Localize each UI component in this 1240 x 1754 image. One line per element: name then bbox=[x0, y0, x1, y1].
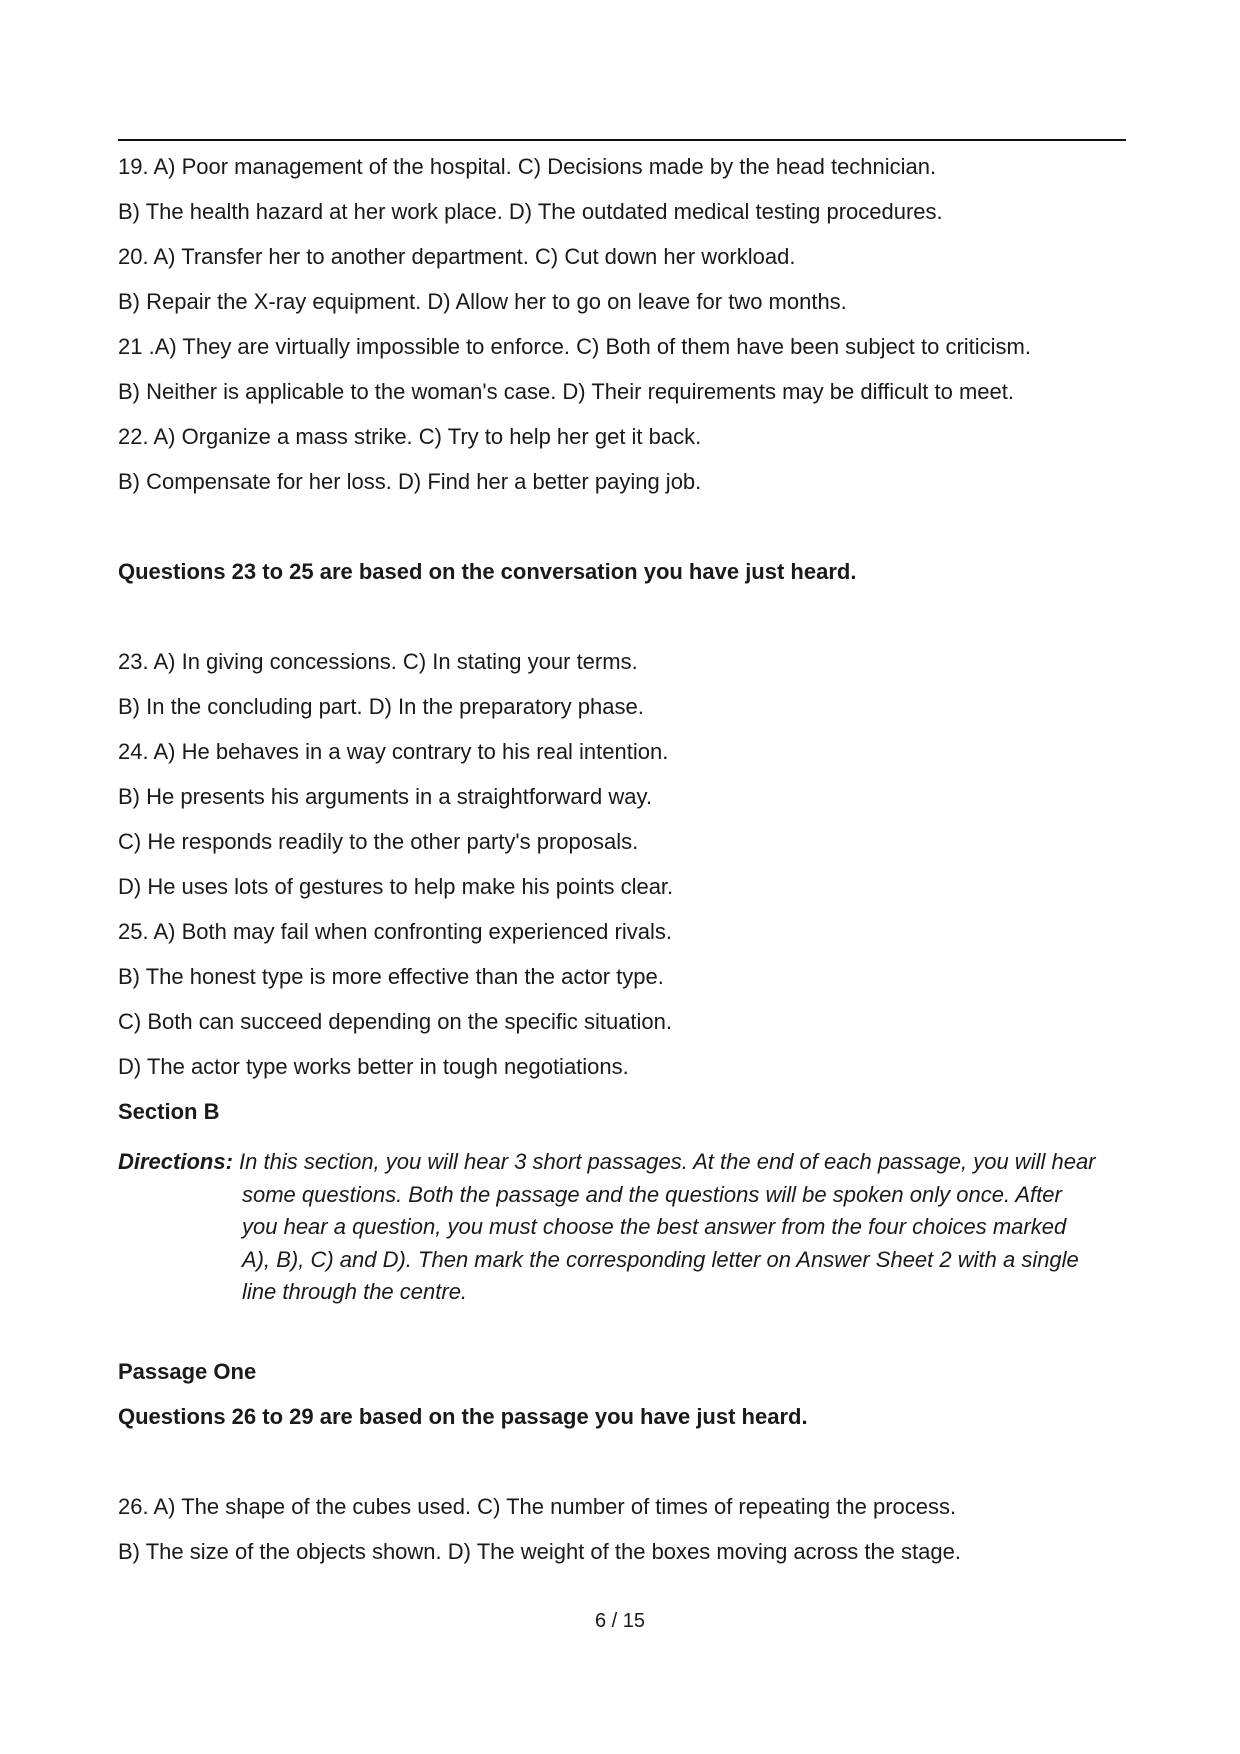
question-23-options-bd: B) In the concluding part. D) In the preparatory phase. bbox=[118, 694, 644, 719]
question-22-options-ac: 22. A) Organize a mass strike. C) Try to help her get it back. bbox=[118, 424, 702, 449]
directions-block bbox=[118, 1146, 1128, 1309]
question-20-options-bd: B) Repair the X-ray equipment. D) Allow her to go on leave for two months. bbox=[118, 289, 847, 314]
heading-questions-23-25: Questions 23 to 25 are based on the conversation you have just heard. bbox=[118, 559, 857, 584]
directions-line-1: In this section, you will hear 3 short passages. At the end of each passage, you will hear bbox=[239, 1149, 1096, 1174]
directions-line-4: A), B), C) and D). Then mark the corresponding letter on Answer Sheet 2 with a single bbox=[242, 1246, 1079, 1272]
page-number: 6 / 15 bbox=[594, 1610, 646, 1632]
question-24-option-c: C) He responds readily to the other party's proposals. bbox=[118, 829, 639, 854]
question-23-options-ac: 23. A) In giving concessions. C) In stating your terms. bbox=[118, 649, 638, 674]
question-19-options-ac: 19. A) Poor management of the hospital. C) Decisions made by the head technician. bbox=[118, 154, 937, 179]
question-21-options-ac: 21 .A) They are virtually impossible to enforce. C) Both of them have been subject to criticism. bbox=[118, 334, 1031, 359]
question-21-options-bd: B) Neither is applicable to the woman's case. D) Their requirements may be difficult to meet. bbox=[118, 379, 1015, 404]
header-rule bbox=[118, 139, 1126, 141]
directions-line-3: you hear a question, you must choose the best answer from the four choices marked bbox=[242, 1214, 1067, 1239]
directions-label: Directions: bbox=[118, 1149, 233, 1174]
heading-questions-26-29: Questions 26 to 29 are based on the passage you have just heard. bbox=[118, 1404, 808, 1429]
question-24-option-a: 24. A) He behaves in a way contrary to his real intention. bbox=[118, 739, 669, 764]
question-26-options-bd: B) The size of the objects shown. D) The weight of the boxes moving across the stage. bbox=[118, 1539, 961, 1564]
question-25-option-b: B) The honest type is more effective than the actor type. bbox=[118, 964, 664, 989]
directions-line-5: line through the centre. bbox=[242, 1279, 468, 1304]
question-25-option-a: 25. A) Both may fail when confronting experienced rivals. bbox=[118, 919, 672, 944]
directions-line-2: some questions. Both the passage and the questions will be spoken only once. After bbox=[242, 1181, 1062, 1207]
question-24-option-d: D) He uses lots of gestures to help make his points clear. bbox=[118, 874, 674, 899]
question-25-option-c: C) Both can succeed depending on the specific situation. bbox=[118, 1009, 673, 1034]
question-22-options-bd: B) Compensate for her loss. D) Find her a better paying job. bbox=[118, 469, 702, 494]
question-24-option-b: B) He presents his arguments in a straightforward way. bbox=[118, 784, 652, 809]
question-20-options-ac: 20. A) Transfer her to another department. C) Cut down her workload. bbox=[118, 244, 796, 269]
question-26-options-ac: 26. A) The shape of the cubes used. C) The number of times of repeating the process. bbox=[118, 1494, 957, 1519]
question-19-options-bd: B) The health hazard at her work place. D) The outdated medical testing procedures. bbox=[118, 199, 943, 224]
passage-one-heading: Passage One bbox=[118, 1359, 257, 1384]
question-25-option-d: D) The actor type works better in tough negotiations. bbox=[118, 1054, 629, 1079]
section-b-heading: Section B bbox=[118, 1099, 220, 1124]
